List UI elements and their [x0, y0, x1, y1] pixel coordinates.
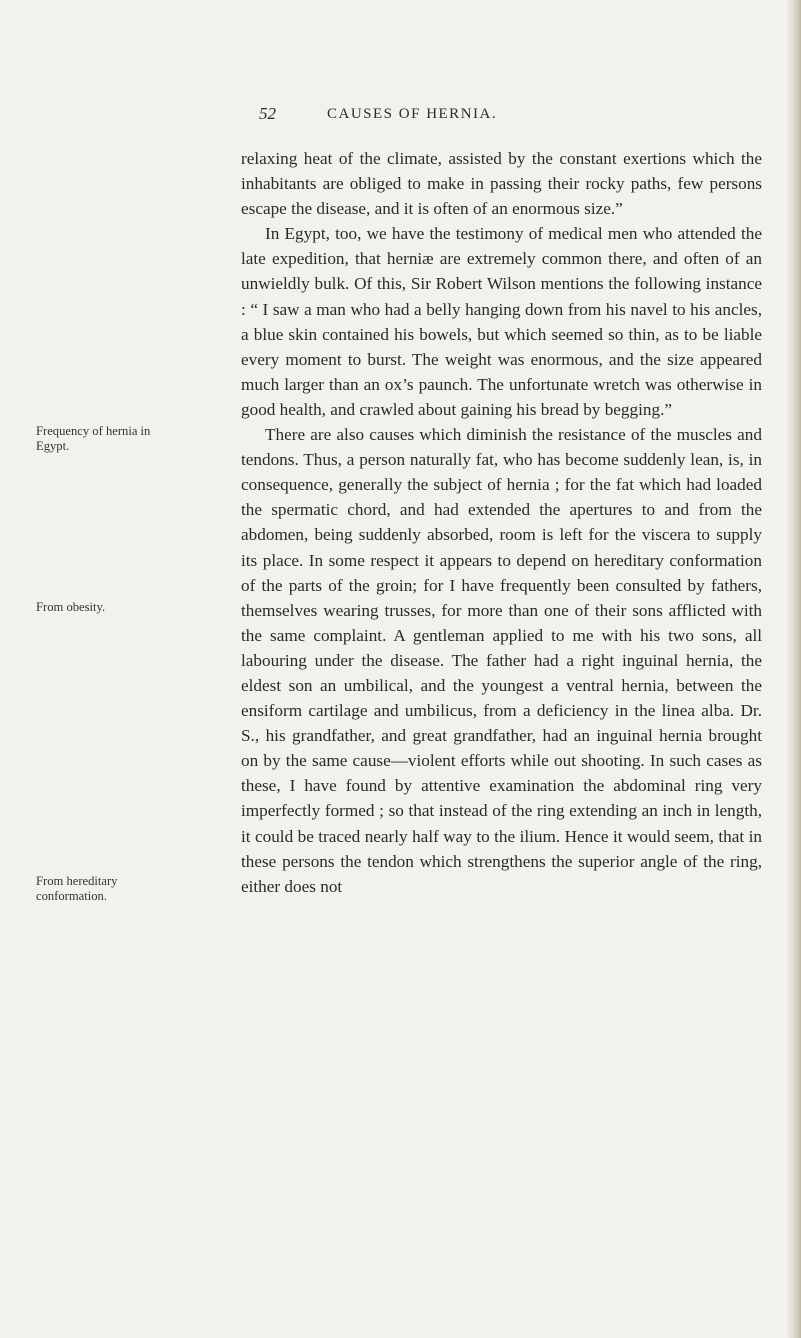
paragraph-egypt: In Egypt, too, we have the testimony of medical men who attended the late expedition, that herniæ are extremely common there, and often of an unwieldly bulk. Of this, Sir Robert Wilson mentions the following instance : “ I saw a man who had a belly hanging down from his navel to his ancles, a blue skin contained his bowels, but which seemed so thin, as to be liable every moment to burst. The weight was enormous, and the size appeared much larger than an ox’s paunch. The unfortunate wretch was otherwise in good health, and crawled about gaining his bread by begging.”: [241, 224, 762, 419]
running-head: CAUSES OF HERNIA.: [327, 106, 498, 122]
body-text: [241, 146, 762, 899]
paragraph-continuation: relaxing heat of the climate, assisted by the constant exertions which the inhabitants are obliged to make in passing their rocky paths, few persons escape the disease, and it is often of an enormous size.”: [241, 149, 762, 219]
page-edge-shadow: [787, 0, 801, 1338]
page-header: [0, 104, 801, 128]
sidenote-frequency-egypt: Frequency of hernia in Egypt.: [36, 424, 151, 453]
sidenote-obesity: From obesity.: [36, 600, 106, 614]
paragraph-causes: There are also causes which diminish the resistance of the muscles and tendons. Thus, a person naturally fat, who has become suddenly lean, is, in consequence, generally the subject of hernia ; for the fat which had loaded the spermatic chord, and had extended the apertures to and from the abdomen, being suddenly absorbed, room is left for the viscera to supply its place. In some respect it appears to depend on hereditary conformation of the parts of the groin; for I have frequently been consulted by fathers, themselves wearing trusses, for more than one of their sons afflicted with the same complaint. A gentleman applied to me with his two sons, all labouring under the disease. The father had a right inguinal hernia, the eldest son an umbilical, and the youngest a ventral hernia, between the ensiform cartilage and umbilicus, from a deficiency in the linea alba. Dr. S., his grandfather, and great grandfather, had an inguinal hernia brought on by the same cause—violent efforts while out shooting. In such cases as these, I have found by attentive examination the abdominal ring very imperfectly formed ; so that instead of the ring extending an inch in length, it could be traced nearly half way to the ilium. Hence it would seem, that in these persons the tendon which strengthens the superior angle of the ring, either does not: [241, 425, 762, 896]
page-number: 52: [259, 104, 276, 123]
sidenote-hereditary: From hereditary conformation.: [36, 874, 118, 903]
